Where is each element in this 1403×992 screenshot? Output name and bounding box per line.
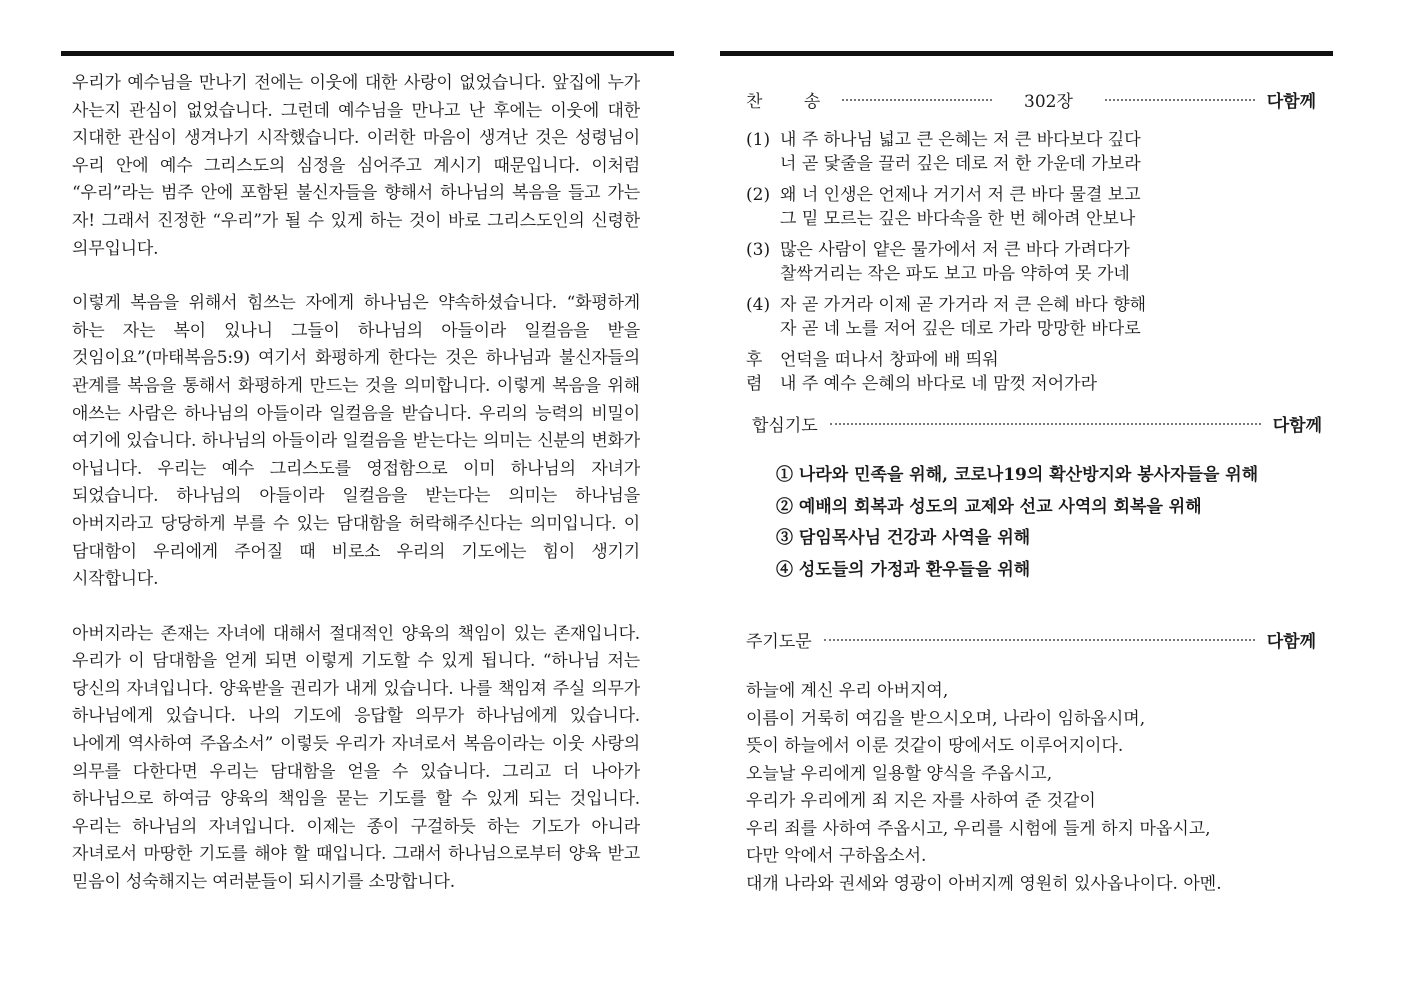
verse-line: 자 곧 네 노를 저어 깊은 데로 가라 망망한 바다로	[780, 319, 1141, 339]
hymn-chorus	[746, 348, 1316, 396]
verse-line: 자 곧 가거라 이제 곧 가거라 저 큰 은혜 바다 향해	[780, 295, 1147, 315]
verse-line: 많은 사람이 얕은 물가에서 저 큰 바다 가려다가	[780, 240, 1130, 260]
hymn-header	[746, 84, 1316, 114]
prayer-item: ④ 성도들의 가정과 환우들을 위해	[776, 559, 1031, 580]
right-top-rule	[720, 51, 1333, 56]
prayer-title: 합심기도	[752, 415, 818, 436]
lords-prayer-line: 우리 죄를 사하여 주옵시고, 우리를 시험에 들게 하지 마옵시고,	[746, 818, 1211, 839]
lords-prayer-header	[746, 624, 1316, 654]
lords-prayer-who: 다함께	[1266, 631, 1316, 652]
left-top-rule	[61, 51, 674, 56]
dot-leader	[842, 99, 992, 101]
lords-prayer-text	[746, 678, 1316, 898]
lords-prayer-line: 하늘에 계신 우리 아버지여,	[746, 681, 949, 701]
dot-leader	[1105, 99, 1255, 101]
sermon-column	[72, 70, 640, 897]
verse-number: (1)	[746, 130, 771, 150]
verse-line: 왜 너 인생은 언제나 거기서 저 큰 바다 물결 보고	[780, 185, 1141, 205]
verse-line: 너 곧 닻줄을 끌러 깊은 데로 저 한 가운데 가보라	[780, 154, 1141, 174]
lords-prayer-line: 뜻이 하늘에서 이룬 것같이 땅에서도 이루어지이다.	[746, 736, 1124, 756]
verse-line: 찰싹거리는 작은 파도 보고 마음 약하여 못 가네	[780, 264, 1130, 284]
verse-number: (4)	[746, 295, 771, 315]
prayer-item: ③ 담임목사님 건강과 사역을 위해	[776, 528, 1031, 548]
lords-prayer-line: 오늘날 우리에게 일용할 양식을 주옵시고,	[746, 763, 1053, 784]
sermon-paragraph-2: 이렇게 복음을 위해서 힘쓰는 자에게 하나님은 약속하셨습니다. “화평하게 하는 자는 복이 있나니 그들이 하나님의 아들이라 일컬음을 받을 것임이요”(마태복음5:9) 여기서 화평하게 한다는 것은 하나님과 불신자들의 관계를 복음을 통해서 화평하게 만드는 것을 의미합니다. 이렇게 복음을 위해 애쓰는 사람은 하나님의 아들이라 일컬음을 받습니다. 우리의 능력의 비밀이 여기에 있습니다. 하나님의 아들이라 일컬음을 받는다는 의미는 신분의 변화가 아닙니다. 우리는 예수 그리스도를 영접함으로 이미 하나님의 자녀가 되었습니다. 하나님의 아들이라 일컬음을 받는다는 의미는 하나님을 아버지라고 당당하게 부를 수 있는 담대함을 허락해주신다는 의미입니다. 이 담대함이 우리에게 주어질 때 비로소 우리의 기도에는 힘이 생기기 시작합니다.	[72, 293, 640, 590]
verse-line: 그 밑 모르는 깊은 바다속을 한 번 헤아려 안보나	[780, 209, 1136, 229]
hymn-verse	[746, 293, 1316, 341]
sermon-paragraph-1: 우리가 예수님을 만나기 전에는 이웃에 대한 사랑이 없었습니다. 앞집에 누가 사는지 관심이 없었습니다. 그런데 예수님을 만나고 난 후에는 이웃에 대한 지대한 관심이 생겨나기 시작했습니다. 이러한 마음이 생겨난 것은 성령님이 우리 안에 예수 그리스도의 심정을 심어주고 계시기 때문입니다. 이처럼 “우리”라는 범주 안에 포함된 불신자들을 향해서 하나님의 복음을 들고 가는 자! 그래서 진정한 “우리”가 될 수 있게 하는 것이 바로 그리스도인의 신령한 의무입니다.	[72, 73, 640, 259]
chorus-line: 언덕을 떠나서 창파에 배 띄워	[780, 350, 999, 370]
chorus-line: 내 주 예수 은혜의 바다로 네 맘껏 저어가라	[780, 374, 1098, 394]
verse-number: (2)	[746, 185, 771, 205]
prayer-list	[776, 460, 1316, 586]
verse-line: 내 주 하나님 넓고 큰 은혜는 저 큰 바다보다 깊다	[780, 130, 1141, 150]
hymn-number: 302장	[1024, 91, 1073, 112]
dot-leader	[830, 423, 1261, 425]
worship-order-column	[746, 84, 1322, 898]
lords-prayer-line: 대개 나라와 권세와 영광이 아버지께 영원히 있사옵나이다. 아멘.	[746, 873, 1222, 894]
prayer-header	[752, 408, 1322, 438]
hymn-verse	[746, 183, 1316, 231]
verse-number: (3)	[746, 240, 771, 260]
hymn-lyrics	[746, 128, 1316, 396]
chorus-label: 렴	[746, 374, 763, 394]
hymn-who: 다함께	[1266, 91, 1316, 112]
hymn-verse	[746, 238, 1316, 286]
hymn-title: 찬 송	[746, 91, 839, 112]
sermon-paragraph-3: 아버지라는 존재는 자녀에 대해서 절대적인 양육의 책임이 있는 존재입니다. 우리가 이 담대함을 얻게 되면 이렇게 기도할 수 있게 됩니다. “하나님 저는 당신의 자녀입니다. 양육받을 권리가 내게 있습니다. 나를 책임져 주실 의무가 하나님에게 있습니다. 나의 기도에 응답할 의무가 하나님에게 있습니다. 나에게 역사하여 주옵소서” 이렇듯 우리가 자녀로서 복음이라는 이웃 사랑의 의무를 다한다면 우리는 담대함을 얻을 수 있습니다. 그리고 더 나아가 하나님으로 하여금 양육의 책임을 묻는 기도를 할 수 있게 되는 것입니다. 우리는 하나님의 자녀입니다. 이제는 종이 구걸하듯 하는 기도가 아니라 자녀로서 마땅한 기도를 해야 할 때입니다. 그래서 하나님으로부터 양육 받고 믿음이 성숙해지는 여러분들이 되시기를 소망합니다.	[72, 623, 640, 893]
prayer-item: ② 예배의 회복과 성도의 교제와 선교 사역의 회복을 위해	[776, 496, 1202, 517]
lords-prayer-line: 다만 악에서 구하옵소서.	[746, 846, 927, 866]
lords-prayer-line: 이름이 거룩히 여김을 받으시오며, 나라이 임하옵시며,	[746, 708, 1146, 729]
lords-prayer-title: 주기도문	[746, 631, 812, 652]
hymn-verse	[746, 128, 1316, 176]
prayer-who: 다함께	[1272, 415, 1322, 436]
dot-leader	[824, 639, 1255, 641]
chorus-label: 후	[746, 350, 763, 370]
lords-prayer-line: 우리가 우리에게 죄 지은 자를 사하여 준 것같이	[746, 791, 1096, 811]
prayer-item: ① 나라와 민족을 위해, 코로나19의 확산방지와 봉사자들을 위해	[776, 465, 1259, 485]
